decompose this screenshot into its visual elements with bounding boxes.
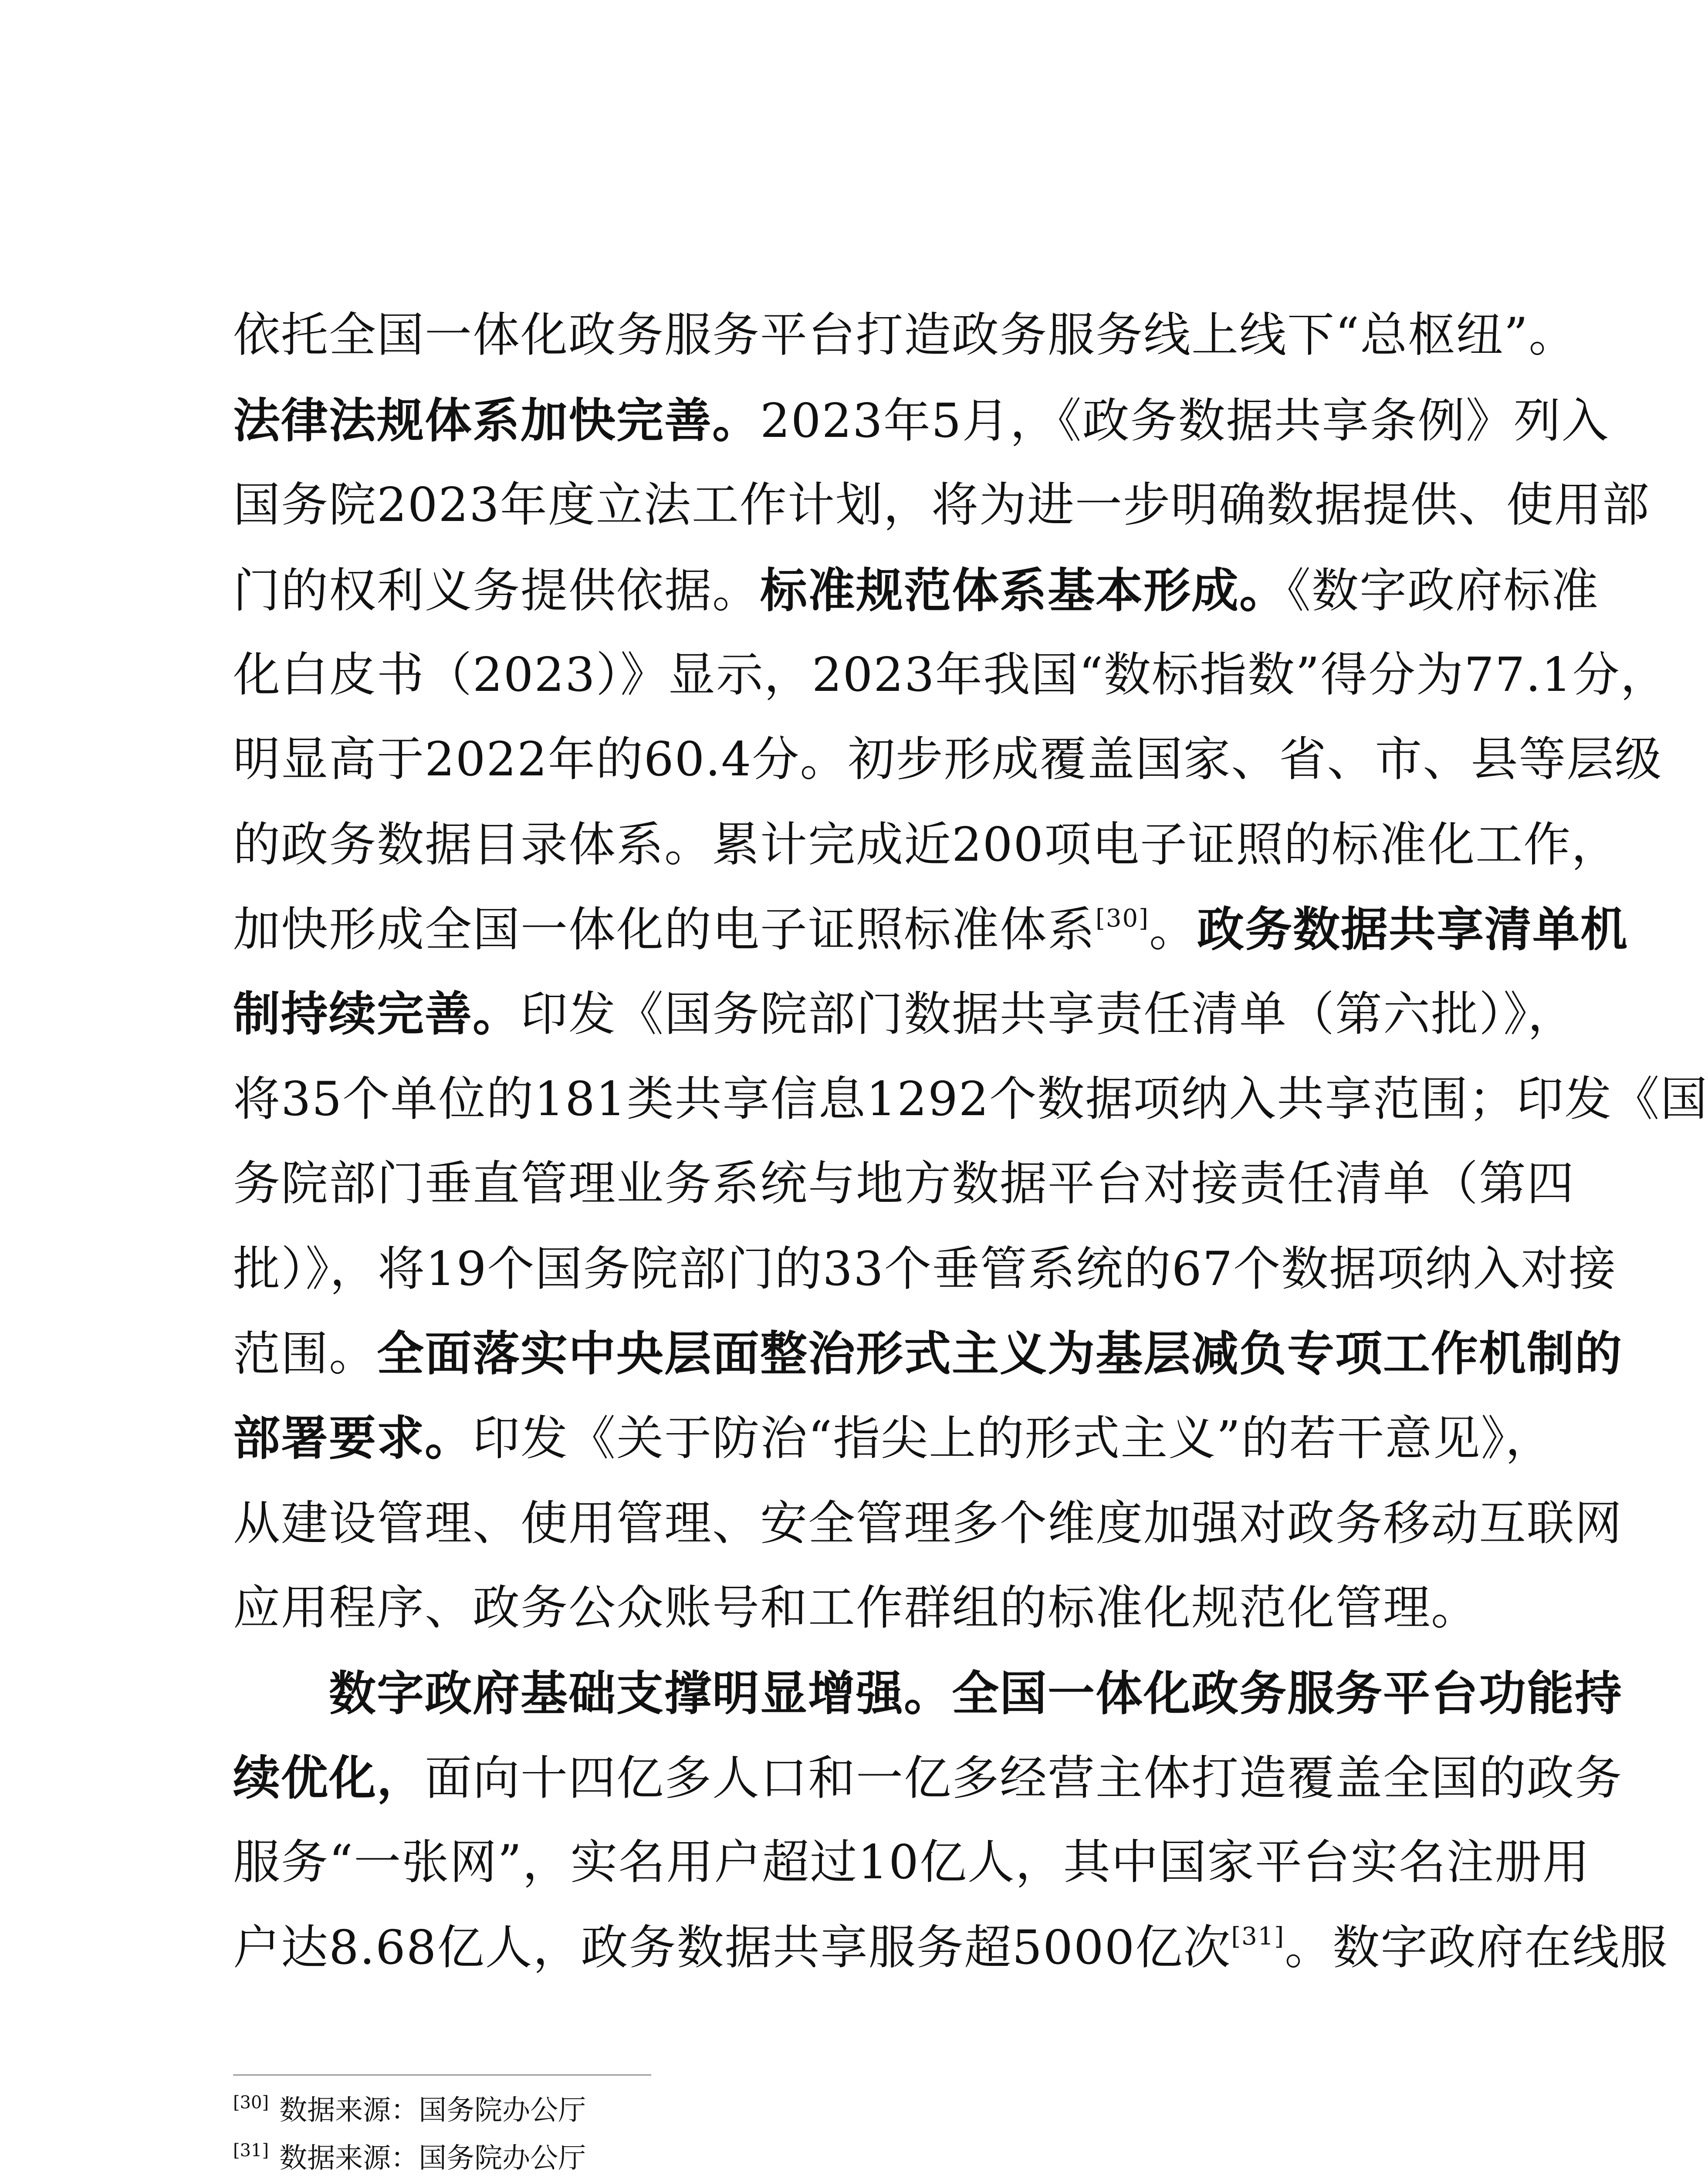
heading-reduce-burden-cont: 部署要求。 xyxy=(233,1411,473,1466)
body-text: 门的权利义务提供依据。 xyxy=(233,564,761,618)
body-line-4 xyxy=(233,556,1600,626)
body-text: 化白皮书（2023）》显示，2023年我国“数标指数”得分为77.1分， xyxy=(233,648,1668,702)
body-text: 范围。 xyxy=(233,1327,377,1381)
footnote-30 xyxy=(233,2091,586,2130)
footnote-31 xyxy=(233,2139,586,2178)
heading-standard-system: 标准规范体系基本形成。 xyxy=(760,563,1288,618)
heading-reduce-burden: 全面落实中央层面整治形式主义为基层减负专项工作机制的 xyxy=(377,1326,1623,1381)
body-line-13 xyxy=(233,1319,1623,1389)
body-line-18 xyxy=(233,1743,1623,1813)
footnote-marker: [30] xyxy=(233,2093,269,2113)
body-line-16 xyxy=(233,1573,1477,1643)
footnote-ref-30[interactable]: [30] xyxy=(1096,904,1149,933)
heading-infrastructure-cont: 续优化， xyxy=(233,1751,425,1806)
body-text: 。数字政府在线服 xyxy=(1285,1921,1668,1975)
body-line-19 xyxy=(233,1828,1590,1897)
footnote-separator xyxy=(233,2074,651,2076)
body-text: 2023年5月，《政务数据共享条例》列入 xyxy=(760,394,1610,448)
body-text: 服务“一张网”，实名用户超过10亿人，其中国家平台实名注册用 xyxy=(233,1835,1590,1890)
body-text: 国务院2023年度立法工作计划，将为进一步明确数据提供、使用部 xyxy=(233,478,1650,532)
body-line-6 xyxy=(233,725,1663,795)
body-text: 户达8.68亿人，政务数据共享服务超5000亿次 xyxy=(233,1921,1231,1975)
body-text: 依托全国一体化政务服务平台打造政务服务线上线下“总枢纽”。 xyxy=(233,308,1577,362)
body-text: 《数字政府标准 xyxy=(1287,564,1600,618)
body-text: 印发《关于防治“指尖上的形式主义”的若干意见》， xyxy=(473,1411,1553,1466)
body-line-20 xyxy=(233,1913,1668,1983)
body-line-3 xyxy=(233,470,1650,540)
body-text: 明显高于2022年的60.4分。初步形成覆盖国家、省、市、县等层级 xyxy=(233,732,1663,787)
body-line-10 xyxy=(233,1065,1708,1134)
body-line-7 xyxy=(233,810,1620,880)
body-text: 加快形成全国一体化的电子证照标准体系 xyxy=(233,903,1096,957)
body-text: 从建设管理、使用管理、安全管理多个维度加强对政务移动互联网 xyxy=(233,1496,1623,1551)
body-line-9 xyxy=(233,979,1576,1049)
body-line-14 xyxy=(233,1404,1553,1473)
body-text: 的政务数据目录体系。累计完成近200项电子证照的标准化工作， xyxy=(233,818,1620,872)
body-line-12 xyxy=(233,1234,1617,1304)
body-line-5 xyxy=(233,640,1668,710)
body-text: 。 xyxy=(1149,903,1197,957)
body-text: 应用程序、政务公众账号和工作群组的标准化规范化管理。 xyxy=(233,1581,1479,1635)
body-text: 面向十四亿多人口和一亿多经营主体打造覆盖全国的政务 xyxy=(425,1751,1623,1806)
footnote-text: 数据来源：国务院办公厅 xyxy=(279,2094,586,2127)
heading-share-list-cont: 制持续完善。 xyxy=(233,987,521,1042)
body-text: 将35个单位的181类共享信息1292个数据项纳入共享范围；印发《国 xyxy=(233,1072,1708,1126)
footnote-text: 数据来源：国务院办公厅 xyxy=(279,2142,586,2175)
footnote-ref-31[interactable]: [31] xyxy=(1231,1922,1285,1951)
body-line-15 xyxy=(233,1489,1623,1559)
body-line-8 xyxy=(233,895,1628,964)
body-line-11 xyxy=(233,1149,1575,1219)
body-text: 务院部门垂直管理业务系统与地方数据平台对接责任清单（第四 xyxy=(233,1157,1575,1211)
body-line-1 xyxy=(233,301,1577,370)
heading-law-system: 法律法规体系加快完善。 xyxy=(233,393,761,448)
body-line-17 xyxy=(329,1659,1623,1728)
footnote-marker: [31] xyxy=(233,2141,269,2161)
heading-share-list: 政务数据共享清单机 xyxy=(1197,902,1628,957)
heading-infrastructure: 数字政府基础支撑明显增强。全国一体化政务服务平台功能持 xyxy=(329,1666,1623,1721)
body-text: 批）》，将19个国务院部门的33个垂管系统的67个数据项纳入对接 xyxy=(233,1242,1617,1296)
body-text: 印发《国务院部门数据共享责任清单（第六批）》， xyxy=(521,987,1576,1042)
body-line-2 xyxy=(233,386,1610,456)
